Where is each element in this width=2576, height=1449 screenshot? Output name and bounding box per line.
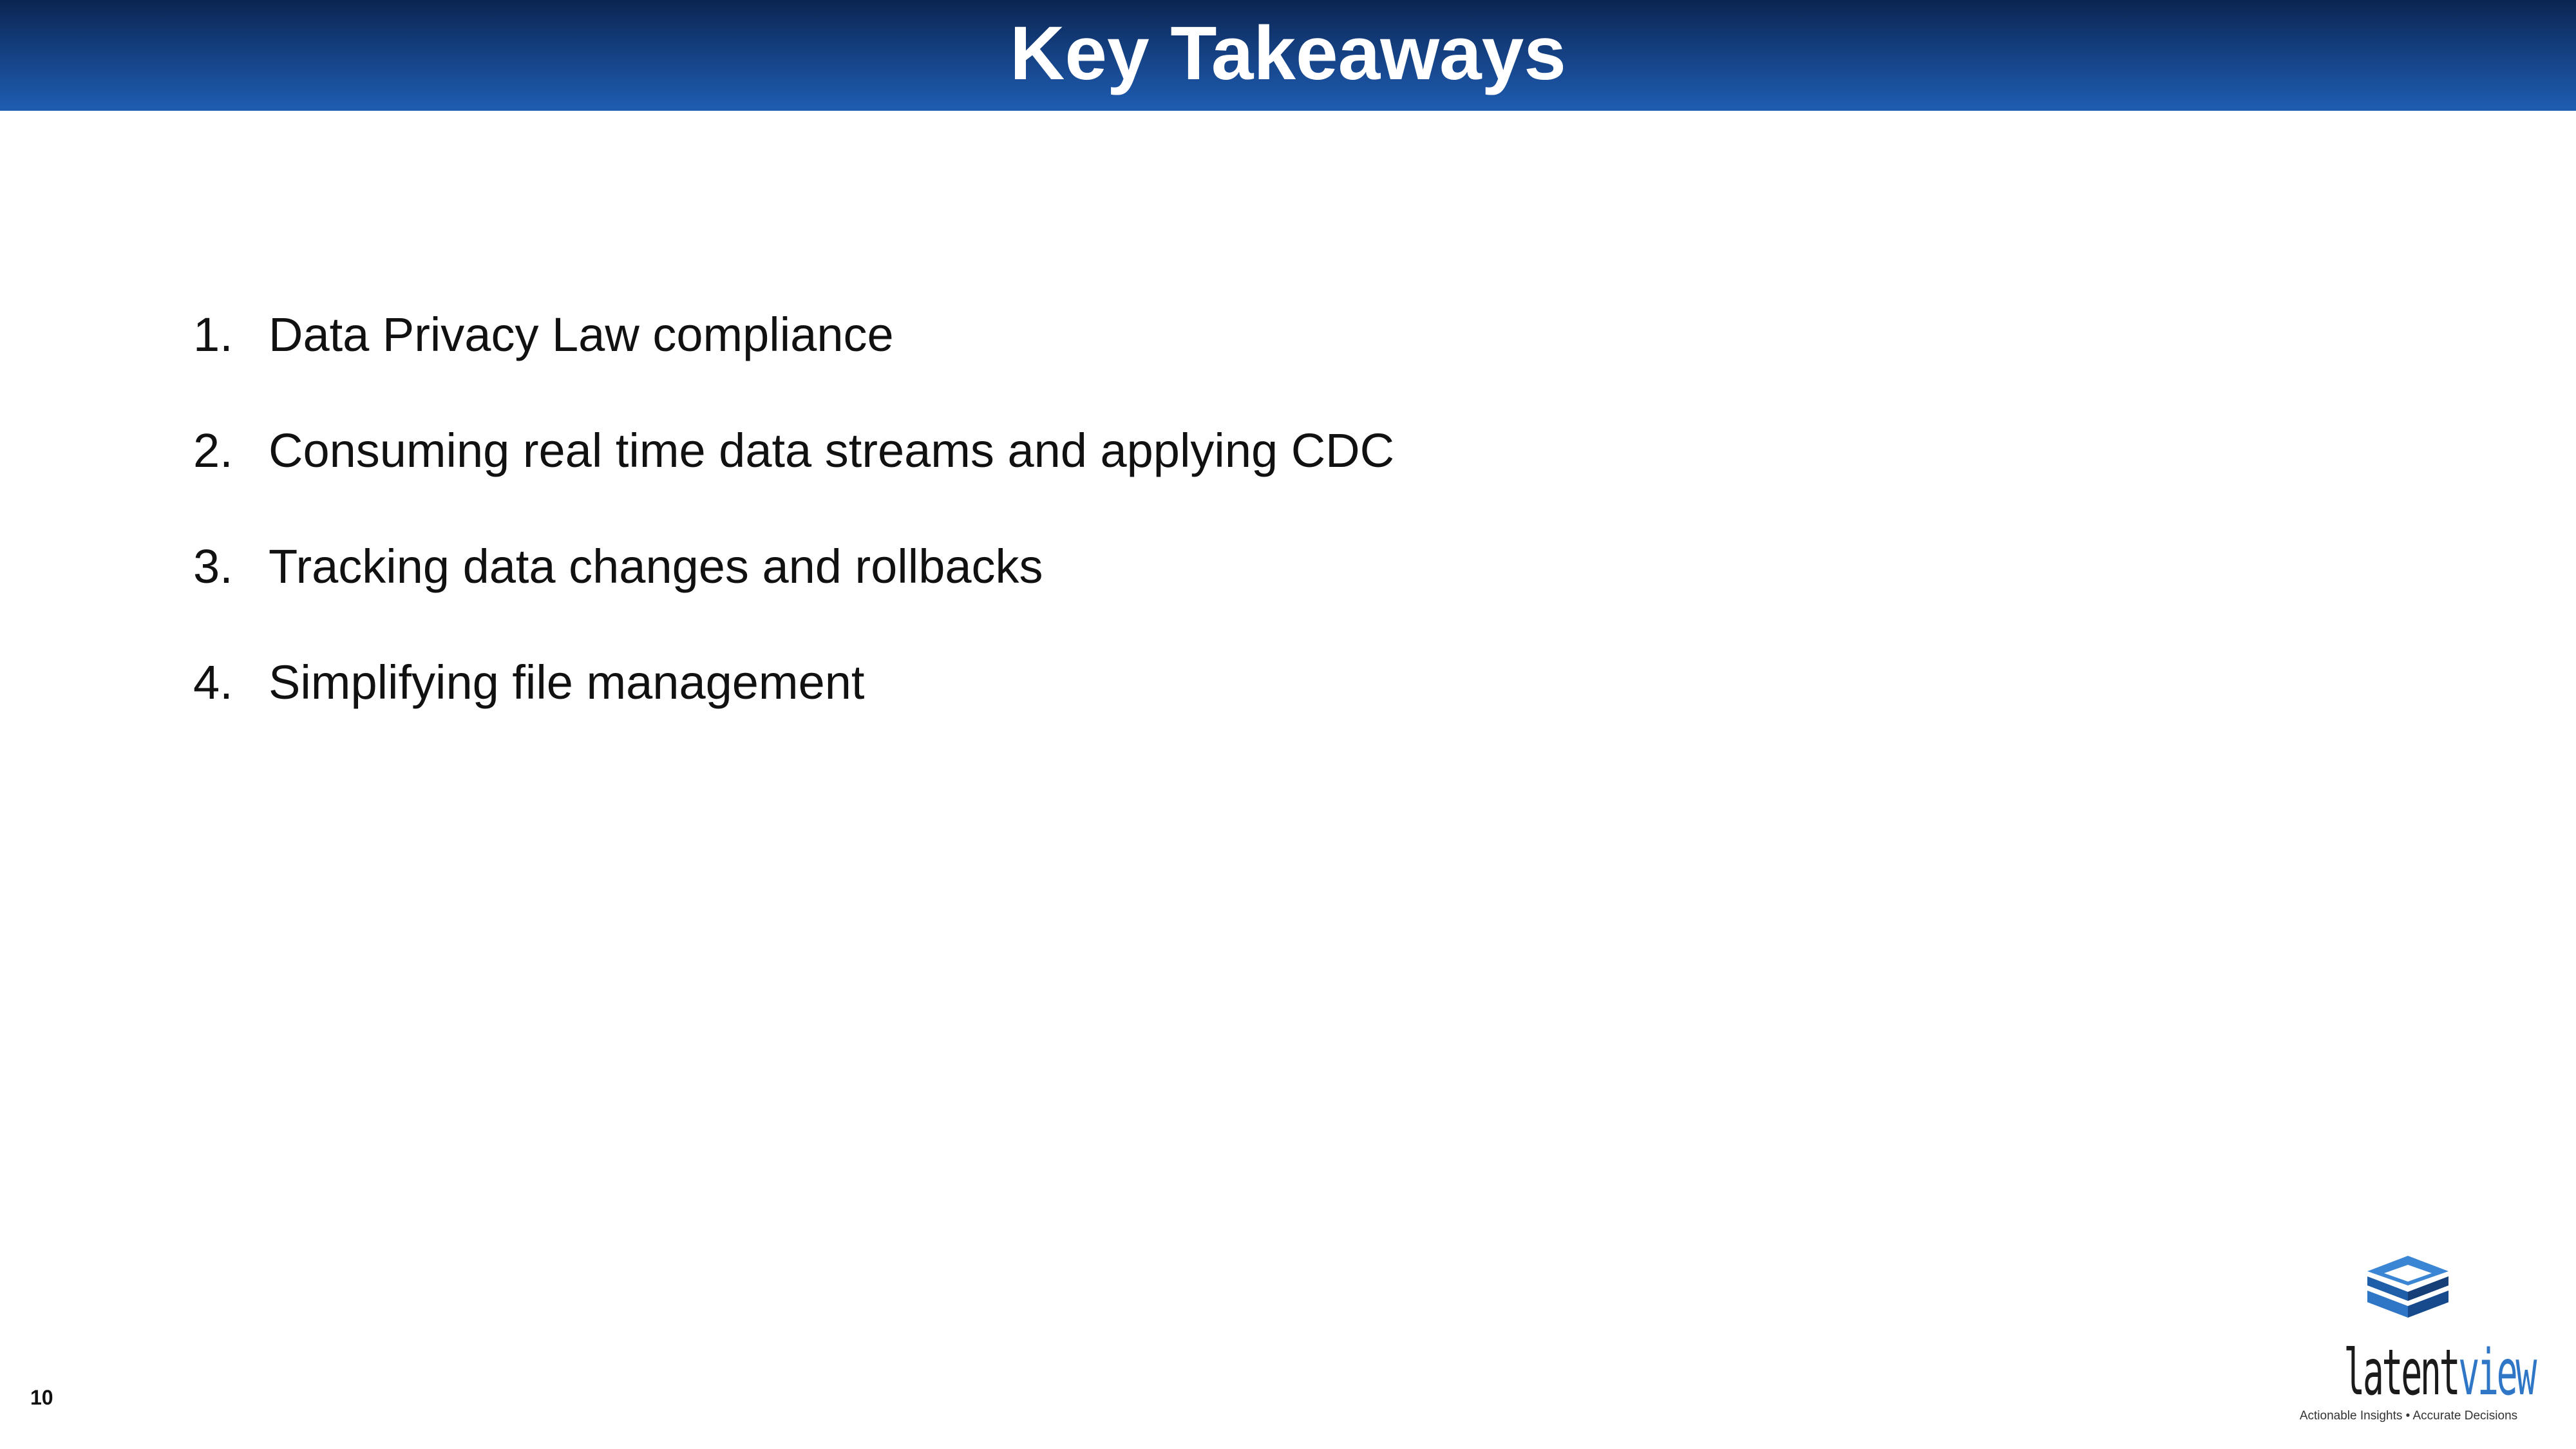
list-item-number: 1.	[193, 308, 233, 361]
title-bar	[0, 0, 2576, 111]
logo-tagline: Actionable Insights • Accurate Decisions	[2299, 1409, 2518, 1423]
page-number: 10	[30, 1386, 53, 1409]
logo-wordmark-view: view	[2458, 1336, 2535, 1410]
list-item-number: 2.	[193, 424, 233, 477]
stacked-layers-logo-icon	[2360, 1256, 2456, 1330]
list-item	[193, 419, 1394, 535]
takeaways-list	[193, 303, 1394, 766]
list-item-number: 4.	[193, 656, 233, 709]
list-item	[193, 650, 1394, 766]
list-item-text: Simplifying file management	[269, 656, 865, 709]
logo-wordmark	[2344, 1336, 2535, 1410]
list-item-number: 3.	[193, 540, 233, 593]
list-item-text: Data Privacy Law compliance	[269, 308, 894, 361]
list-item	[193, 535, 1394, 650]
list-item-text: Tracking data changes and rollbacks	[269, 540, 1043, 593]
company-logo	[2293, 1256, 2535, 1430]
list-item-text: Consuming real time data streams and applying CDC	[269, 424, 1395, 477]
slide-title: Key Takeaways	[1010, 11, 1566, 96]
logo-wordmark-latent: latent	[2344, 1336, 2459, 1410]
list-item	[193, 303, 1394, 419]
